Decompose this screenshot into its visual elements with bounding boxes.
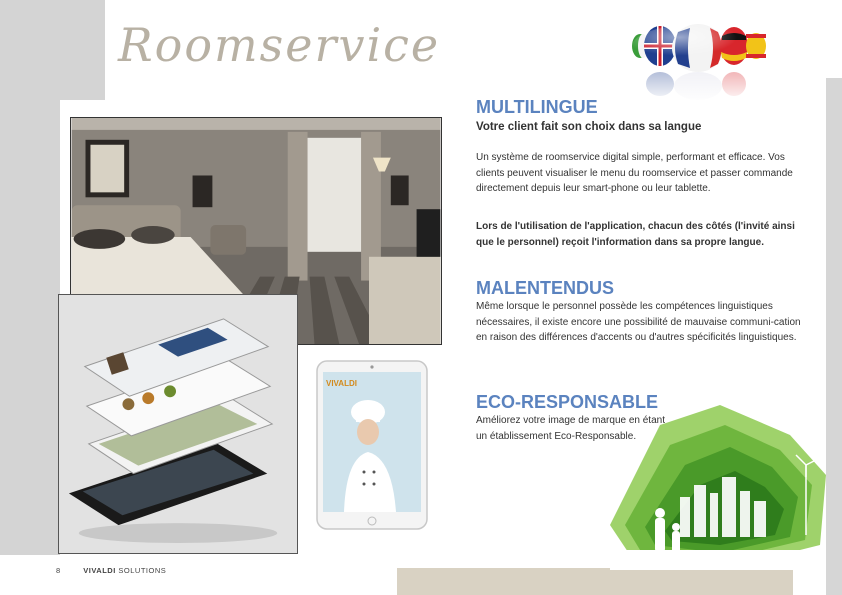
language-flags-image [630, 24, 770, 104]
section-body-eco-responsable: Améliorez votre image de marque en étant un établissement Eco-Responsable. [476, 415, 665, 442]
footer-brand-bold: VIVALDI [83, 566, 116, 575]
left-grey-band-lower [0, 100, 60, 555]
right-grey-band [826, 78, 842, 595]
left-grey-band [0, 0, 105, 100]
section-body-malentendus: Même lorsque le personnel possède les compétences linguistiques nécessaires, il existe encore une possibilité de mauvaise communi-cation en raison des différences d'accents ou d'autres spécificités linguistiques. [476, 301, 801, 343]
eco-city-illustration [600, 405, 826, 570]
bottom-beige-band [397, 568, 793, 595]
ipad-logo-text: VIVALDI [326, 379, 357, 388]
section-emphasis-multilingue: Lors de l'utilisation de l'application, chacun des côtés (l'invité ainsi que le personnel) reçoit l'information dans sa propre langue. [476, 221, 795, 248]
section-body-multilingue: Un système de roomservice digital simple, performant et efficace. Vos clients peuvent visualiser le menu du roomservice et passer commande directement depuis leur smart-phone ou leur tablette. [476, 152, 793, 194]
section-heading-malentendus: MALENTENDUS [476, 278, 614, 298]
layered-tablet-interface-image [58, 294, 298, 554]
section-heading-eco-responsable: ECO-RESPONSABLE [476, 392, 659, 412]
footer-brand-rest: SOLUTIONS [118, 566, 167, 575]
page-title: Roomservice [118, 18, 441, 72]
section-heading-multilingue: MULTILINGUE [476, 97, 598, 117]
page-footer [56, 566, 166, 575]
page-number: 8 [56, 566, 61, 575]
section-subheading-multilingue: Votre client fait son choix dans sa langue [476, 121, 702, 133]
